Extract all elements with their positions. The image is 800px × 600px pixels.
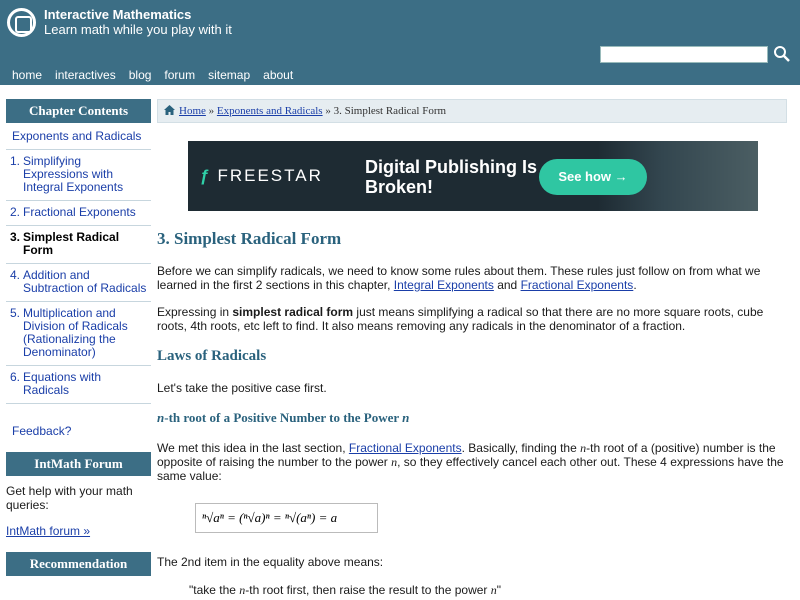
sidebar <box>6 99 151 576</box>
nav-sitemap[interactable]: sitemap <box>208 68 251 82</box>
breadcrumb-current: 3. Simplest Radical Form <box>333 105 447 117</box>
nth-var-n: n <box>580 441 587 455</box>
site-title[interactable]: Interactive Mathematics <box>44 7 192 22</box>
nav-blog[interactable]: blog <box>128 68 152 82</box>
nav-interactives[interactable]: interactives <box>55 68 116 82</box>
quote-var-n: n <box>239 583 246 597</box>
breadcrumb-section[interactable]: Exponents and Radicals <box>216 105 323 117</box>
sidebar-item-simplest-radical[interactable] <box>6 226 151 264</box>
nav-forum[interactable]: forum <box>164 68 196 82</box>
ad-brand-name: FREESTAR <box>217 166 323 185</box>
recommendation-heading: Recommendation <box>6 552 151 576</box>
laws-heading: Laws of Radicals <box>157 348 267 364</box>
second-item-paragraph: The 2nd item in the equality above means: <box>157 555 384 569</box>
ad-see-how-button[interactable]: See how → <box>539 159 647 195</box>
quote-text-a: "take the <box>189 583 240 597</box>
sidebar-item-label: Simplest Radical Form <box>23 230 120 257</box>
nth-heading-n: n <box>157 410 165 425</box>
nav-about[interactable]: about <box>263 68 294 82</box>
breadcrumb-separator: » <box>205 105 217 117</box>
nth-heading-text: -th root of a Positive Number to the Power <box>164 410 403 425</box>
nth-text-b: . Basically, finding the <box>461 441 581 455</box>
positive-case-paragraph: Let's take the positive case first. <box>157 381 327 395</box>
sidebar-item-label: Addition and Subtraction of Radicals <box>23 268 147 295</box>
nth-text-c: -th root of a (positive) number is the opposite of raising the number to the power <box>157 441 776 469</box>
main-nav <box>12 68 293 82</box>
sidebar-chapter-link[interactable]: Exponents and Radicals <box>6 123 151 150</box>
quote-paragraph <box>189 583 749 597</box>
sidebar-item-label: Equations with Radicals <box>23 370 102 397</box>
page-title: 3. Simplest Radical Form <box>157 229 342 248</box>
definition-text-a: Expressing in <box>157 305 233 319</box>
sidebar-item-number: 5. <box>10 306 21 320</box>
fractional-exponents-link-2[interactable]: Fractional Exponents <box>348 441 462 455</box>
nth-var-n: n <box>391 455 398 469</box>
sidebar-item-number: 4. <box>10 268 21 282</box>
nth-root-heading <box>157 410 409 426</box>
search-icon[interactable] <box>773 45 791 63</box>
feedback-link[interactable]: Feedback? <box>12 424 72 438</box>
sidebar-item-addition[interactable] <box>6 264 151 302</box>
site-logo-icon[interactable] <box>7 8 36 37</box>
sidebar-item-number: 6. <box>10 370 21 384</box>
advertisement-banner[interactable] <box>188 141 758 211</box>
intro-and: and <box>493 278 521 292</box>
sidebar-item-multiplication[interactable] <box>6 302 151 366</box>
nth-heading-n2: n <box>402 410 410 425</box>
sidebar-item-label: Multiplication and Division of Radicals (Rationalizing the Denominator) <box>23 306 128 359</box>
sidebar-item-number: 2. <box>10 205 21 219</box>
quote-var-n: n <box>490 583 497 597</box>
sidebar-item-label: Simplifying Expressions with Integral Exponents <box>23 154 124 194</box>
main-content <box>157 99 787 597</box>
nav-home[interactable]: home <box>12 68 43 82</box>
nth-text-a: We met this idea in the last section, <box>157 441 349 455</box>
integral-exponents-link[interactable]: Integral Exponents <box>393 278 494 292</box>
forum-heading: IntMath Forum <box>6 452 151 476</box>
sidebar-item-equations[interactable] <box>6 366 151 404</box>
search-input[interactable] <box>600 46 768 63</box>
site-header <box>0 0 800 85</box>
home-icon <box>164 105 175 115</box>
intro-text: Before we can simplify radicals, we need to know some rules about them. These rules just follow on from what we learned in the first 2 sections in this chapter, <box>157 264 761 292</box>
site-tagline: Learn math while you play with it <box>44 22 232 37</box>
intro-end: . <box>633 278 637 292</box>
sidebar-item-simplifying[interactable] <box>6 150 151 201</box>
nth-root-paragraph <box>157 441 787 483</box>
quote-text-c: " <box>496 583 502 597</box>
forum-link[interactable]: IntMath forum » <box>6 524 91 538</box>
breadcrumb <box>157 99 787 123</box>
sidebar-item-number: 3. <box>10 230 21 244</box>
fractional-exponents-link[interactable]: Fractional Exponents <box>520 278 634 292</box>
sidebar-item-fractional[interactable] <box>6 201 151 226</box>
definition-bold: simplest radical form <box>232 305 354 319</box>
intro-paragraph <box>157 264 787 292</box>
nth-text-d: , so they effectively cancel each other out. These 4 expressions have the same value: <box>157 455 784 483</box>
quote-text-b: -th root first, then raise the result to the power <box>245 583 491 597</box>
ad-headline: Digital Publishing Is Broken! <box>365 157 538 197</box>
definition-paragraph <box>157 305 787 333</box>
freestar-logo-icon: ƒ <box>200 166 212 185</box>
forum-description: Get help with your math queries: <box>6 484 133 512</box>
sidebar-item-label: Fractional Exponents <box>23 205 136 219</box>
radical-equality-formula: ⁿ√aⁿ = (ⁿ√a)ⁿ = ⁿ√(aⁿ) = a <box>195 503 378 533</box>
chapter-contents-heading: Chapter Contents <box>6 99 151 123</box>
breadcrumb-home[interactable]: Home <box>179 105 206 117</box>
ad-brand <box>200 166 323 186</box>
definition-text-b: just means simplifying a radical so that there are no more square roots, cube roots, 4th roots, etc left to find. It also means removing any radicals in the denominator of a fraction. <box>157 305 764 333</box>
breadcrumb-separator: » <box>322 105 334 117</box>
sidebar-item-number: 1. <box>10 154 21 168</box>
